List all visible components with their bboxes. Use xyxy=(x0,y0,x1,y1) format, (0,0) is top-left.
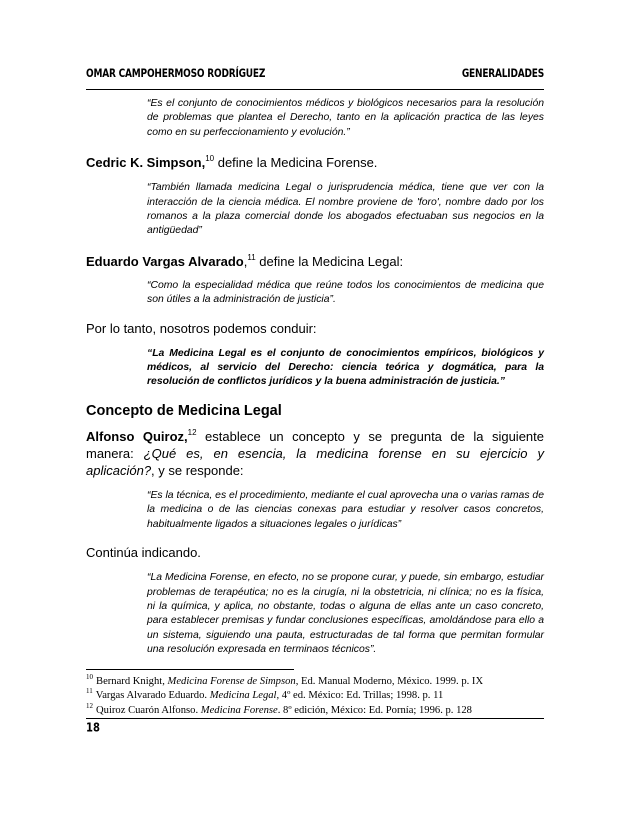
header-section: GENERALIDADES xyxy=(461,68,544,81)
quote-forensic: “La Medicina Forense, en efecto, no se propone curar, y puede, sin embargo, estudiar problemas de terapéutica; no es la cirugía, ni la obstetricia, ni clínica; no es la física, ni la química, y aplica, no obstante, todas o alguna de ellas ante un caso concreto, para establecer premisas y fundar conclusiones específicas, amoldándose para ello a un sistema, siguiendo una pauta, estructuradas de tal forma que permitan formular una resolución expresada en terminaos técnicos”. xyxy=(147,572,544,656)
footnote-text: , Ed. Manual Moderno, México. 1999. p. IX xyxy=(295,676,484,687)
quote-vargas: “Como la especialidad médica que reúne todos los conocimientos de medicina que son útiles a la administración de justicia”. xyxy=(147,279,544,306)
author-name: Alfonso Quiroz, xyxy=(86,428,188,444)
footnotes xyxy=(86,675,544,718)
footnote-number: 12 xyxy=(86,701,93,710)
footnote-text: . 8º edición, México: Ed. Pornía; 1996. p. 128 xyxy=(277,704,472,716)
quote-conclusion: “La Medicina Legal es el conjunto de conocimientos empíricos, biológicos y médicos, al servicio del Derecho: ciencia teórica y dogmática, para la resolución de conflictos jurídicos y la buena administración de justicia.” xyxy=(147,347,544,388)
intro-simpson xyxy=(86,154,544,171)
footnote-number: 11 xyxy=(86,687,93,696)
footnote-number: 10 xyxy=(86,673,93,681)
page-number: 18 xyxy=(86,722,100,736)
intro-quiroz xyxy=(86,428,544,479)
footer-rule xyxy=(86,718,544,719)
footnote-text: Bernard Knight, xyxy=(96,676,168,687)
quote-quiroz: “Es la técnica, es el procedimiento, mediante el cual aprovecha una o varias ramas de la medicina o de las ciencias conexas para estudiar y resolver casos concretos, habitualmente ligados a situaciones legales o jurídicas” xyxy=(147,489,544,530)
intro-text: define la Medicina Legal: xyxy=(255,253,404,269)
footnote-item xyxy=(86,675,544,689)
intro-text: establece un concepto y se pregunta de la siguiente manera: xyxy=(86,428,544,461)
footnote-title: Medicina Forense xyxy=(200,704,278,716)
footnote-rule xyxy=(86,669,294,670)
section-heading: Concepto de Medicina Legal xyxy=(86,402,282,419)
footnote-ref: 12 xyxy=(187,427,197,437)
footnote-text: 4º ed. México: Ed. Trillas; 1998. p. 11 xyxy=(279,690,444,702)
conclusion-intro: Por lo tanto, nosotros podemos conduir: xyxy=(86,320,317,336)
intro-text: define la Medicina Forense. xyxy=(214,155,378,171)
footnote-text: Quiroz Cuarón Alfonso. xyxy=(96,704,201,716)
footnote-ref: 10 xyxy=(205,154,215,164)
page-body xyxy=(86,97,544,658)
footnote-title: Medicina Forense de Simpson xyxy=(167,676,296,687)
footnote-title: Medicina Legal, xyxy=(209,690,280,702)
footnote-item xyxy=(86,701,544,718)
quote-simpson: “También llamada medicina Legal o jurisprudencia médica, tiene que ver con la interacción de la ciencia médica. El nombre proviene de 'foro', nombre dado por los romanos a la plaza comercial donde los abogados efectuaban sus negocios en la antigüedad” xyxy=(147,182,544,237)
quote-definition-1: “Es el conjunto de conocimientos médicos y biológicos necesarios para la resolución de problemas que plantea el Derecho, tanto en la aplicación practica de las leyes como en su perfeccionamiento y evolución.” xyxy=(147,98,544,138)
running-header xyxy=(86,68,544,84)
continue-intro: Continúa indicando. xyxy=(86,545,201,561)
footnote-ref: 11 xyxy=(247,252,256,262)
footnote-item xyxy=(86,689,544,703)
footnote-text: Vargas Alvarado Eduardo. xyxy=(95,690,210,702)
author-name: Cedric K. Simpson, xyxy=(86,155,206,171)
header-author: OMAR CAMPOHERMOSO RODRÍGUEZ xyxy=(86,68,266,81)
comma: , xyxy=(243,253,248,269)
question-text: ¿Qué es, en esencia, la medicina forense en su ejercicio y aplicación? xyxy=(86,445,544,478)
intro-end: , y se responde: xyxy=(151,462,244,478)
header-rule xyxy=(86,89,544,90)
intro-vargas xyxy=(86,253,544,270)
author-name: Eduardo Vargas Alvarado xyxy=(86,253,244,269)
